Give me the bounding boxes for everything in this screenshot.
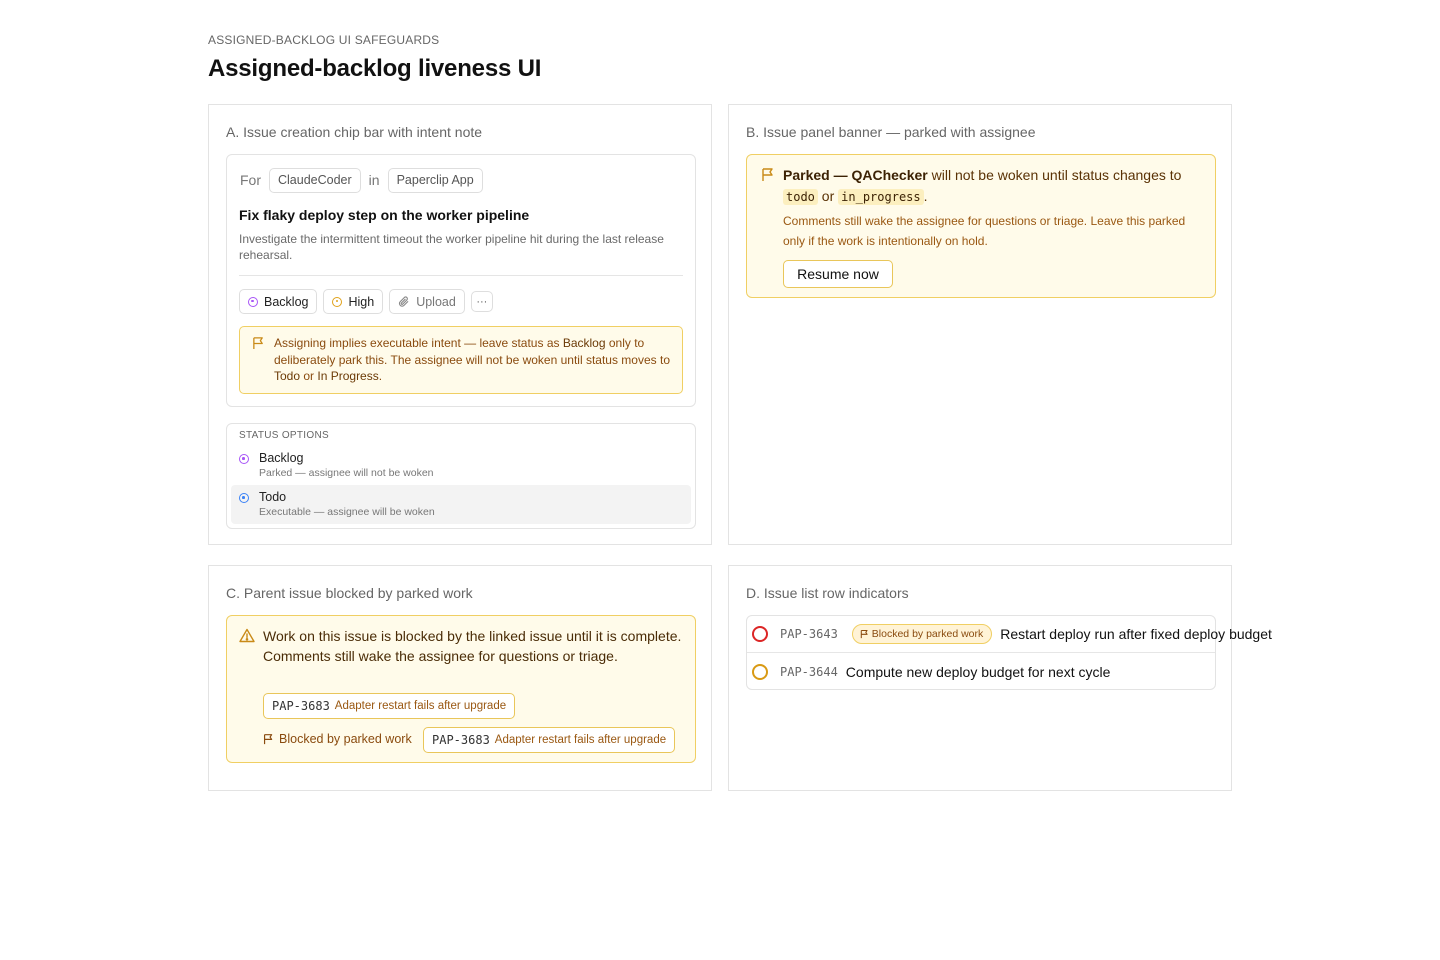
property-pills xyxy=(239,289,493,314)
linked-issue-chip[interactable] xyxy=(263,693,515,719)
issue-id: PAP-3643 xyxy=(780,627,838,641)
todo-status-icon xyxy=(239,493,249,503)
panel-title: C. Parent issue blocked by parked work xyxy=(226,585,473,601)
upload-pill-label: Upload xyxy=(416,294,456,309)
panel-issue-creation xyxy=(208,104,712,545)
blocked-status-icon[interactable] xyxy=(752,626,768,642)
upload-pill[interactable] xyxy=(389,289,465,314)
priority-pill[interactable] xyxy=(323,289,383,314)
parked-banner-message: Parked — QAChecker will not be woken until status changes to todo or in_progress . xyxy=(783,167,1182,204)
page-eyebrow: ASSIGNED-BACKLOG UI SAFEGUARDS xyxy=(208,33,440,47)
status-option-desc: Parked — assignee will not be woken xyxy=(259,467,434,479)
flag-icon xyxy=(263,733,274,745)
status-options-label: STATUS OPTIONS xyxy=(239,430,329,441)
for-label: For xyxy=(240,172,261,188)
more-options-button[interactable]: ··· xyxy=(471,291,493,312)
issue-composer xyxy=(226,154,696,407)
priority-high-icon xyxy=(332,297,342,307)
blocked-banner-message: Work on this issue is blocked by the linked issue until it is complete. Comments still wake the assignee for questions or triage. xyxy=(263,628,682,664)
project-chip[interactable]: Paperclip App xyxy=(388,168,483,193)
flag-icon xyxy=(761,167,775,182)
status-option-backlog[interactable] xyxy=(231,446,691,485)
parked-banner xyxy=(746,154,1216,298)
issue-title: Restart deploy run after fixed deploy budget xyxy=(1000,626,1272,642)
panel-title: B. Issue panel banner — parked with assignee xyxy=(746,124,1036,140)
backlog-status-icon xyxy=(239,454,249,464)
issue-list xyxy=(746,615,1272,690)
blocked-banner xyxy=(226,615,696,763)
linked-issue-title: Adapter restart fails after upgrade xyxy=(494,734,667,746)
linked-issue-id: PAP-3683 xyxy=(432,733,490,747)
panel-parked-banner xyxy=(728,104,1232,545)
panel-parent-blocked xyxy=(208,565,712,791)
divider xyxy=(239,275,683,276)
linked-issue-title: Adapter restart fails after upgrade xyxy=(334,700,507,712)
assignee-chip[interactable]: ClaudeCoder xyxy=(269,168,361,193)
status-pill-label: Backlog xyxy=(264,294,309,309)
status-options-menu xyxy=(226,423,696,529)
paperclip-icon xyxy=(398,296,410,308)
flag-icon xyxy=(860,629,869,639)
status-pill[interactable] xyxy=(239,289,317,314)
page-title: Assigned-backlog liveness UI xyxy=(208,55,542,82)
flag-icon xyxy=(252,336,265,350)
backlog-status-icon xyxy=(248,297,258,307)
intent-note xyxy=(239,326,683,394)
issue-title-input[interactable]: Fix flaky deploy step on the worker pipeline xyxy=(239,207,530,223)
blocked-by-parked-badge: Blocked by parked work xyxy=(852,624,992,644)
issue-id: PAP-3644 xyxy=(780,664,838,679)
parked-banner-subtext: Comments still wake the assignee for questions or triage. Leave this parked only if the work is intentionally on hold. xyxy=(783,214,1186,248)
issue-row[interactable] xyxy=(747,616,1272,653)
status-option-desc: Executable — assignee will be woken xyxy=(259,506,435,518)
in-label: in xyxy=(368,172,380,188)
panel-title: D. Issue list row indicators xyxy=(746,585,909,601)
status-option-name: Todo xyxy=(259,490,287,504)
blocked-by-parked-label: Blocked by parked work xyxy=(263,732,412,746)
chip-bar xyxy=(240,167,483,193)
panel-title: A. Issue creation chip bar with intent note xyxy=(226,124,483,140)
warning-icon xyxy=(239,628,255,643)
issue-row[interactable] xyxy=(747,653,1215,690)
priority-pill-label: High xyxy=(348,294,375,309)
intent-note-text: Assigning implies executable intent — leave status as Backlog only to deliberately park this. The assignee will not be woken until status moves to Todo or In Progress. xyxy=(274,336,670,383)
issue-description-input[interactable]: Investigate the intermittent timeout the worker pipeline hit during the last release rehearsal. xyxy=(239,232,664,262)
linked-issue-id: PAP-3683 xyxy=(272,699,330,713)
status-option-name: Backlog xyxy=(259,451,304,465)
issue-title: Compute new deploy budget for next cycle xyxy=(845,663,1111,680)
resume-now-button[interactable]: Resume now xyxy=(783,260,893,288)
panel-list-indicators xyxy=(728,565,1272,791)
status-option-todo[interactable] xyxy=(231,485,691,524)
linked-issue-chip[interactable] xyxy=(423,727,675,753)
in-progress-status-icon[interactable] xyxy=(752,664,768,680)
